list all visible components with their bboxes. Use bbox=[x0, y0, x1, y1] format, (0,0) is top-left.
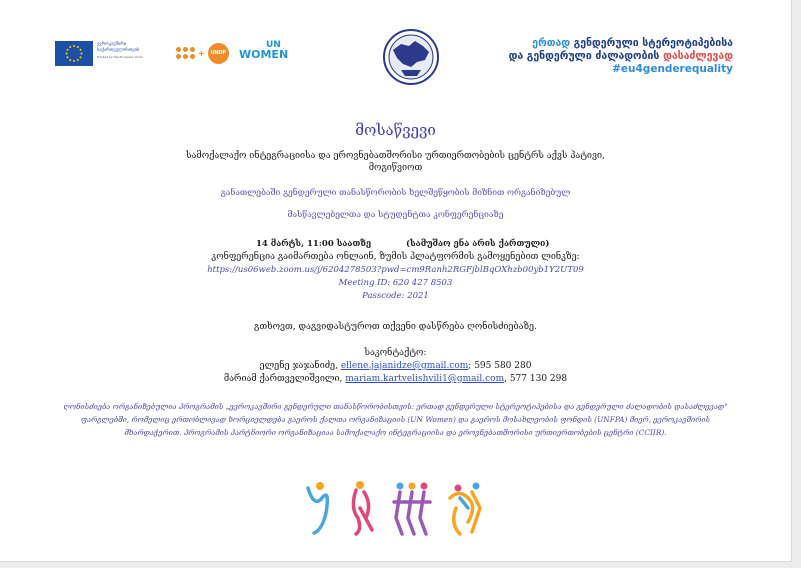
page-title: მოსაწვევი bbox=[355, 121, 436, 139]
eu-logo-line2: საქართველოსთვის bbox=[97, 48, 140, 53]
contact-1-name: ელენე ჯაჯანიძე, bbox=[259, 361, 341, 371]
intro-line1: სამოქალაქო ინტეგრაციისა და ეროვნებათშორისი ურთიერთობების ცენტრს აქვს პატივი, bbox=[186, 151, 605, 161]
tagline-highlight-together: ერთად bbox=[532, 37, 571, 49]
meeting-id: Meeting ID: 620 427 8503 bbox=[338, 278, 453, 288]
contact-2 bbox=[0, 373, 791, 385]
topic-line2: მასწავლებელთა და სტუდენტთა კონფერენციაზე bbox=[287, 210, 504, 220]
intro-line2: მოგიწვიოთ bbox=[368, 163, 423, 173]
unwomen-women: WOMEN bbox=[239, 48, 289, 61]
eu-logo-line1: ევროკავშირი bbox=[97, 42, 127, 47]
hashtag: #eu4genderequality bbox=[612, 63, 733, 75]
date-time bbox=[256, 238, 371, 250]
tagline-line1-text: გენდერული სტერეოტიპებისა bbox=[570, 37, 733, 49]
intro-text bbox=[0, 150, 791, 174]
tagline-line2 bbox=[505, 50, 733, 63]
contact-2-name: მარიამ ქართველიშვილი, bbox=[223, 374, 346, 384]
topic-line1: განათლებაში გენდერული თანასწორობის ხელშეწყობის მიზნით ორგანიზებულ bbox=[220, 188, 571, 198]
language-note-text: (სამუშაო ენა არის ქართული) bbox=[406, 239, 550, 249]
gender-equality-figures-icon bbox=[300, 478, 500, 542]
unfpa-dots-icon bbox=[176, 47, 195, 59]
plus-icon: + bbox=[198, 48, 205, 58]
contacts-label: საკონტაქტო: bbox=[364, 348, 427, 358]
tagline-line2-text: და გენდერული ძალადობის bbox=[508, 50, 664, 62]
unwomen-logo bbox=[239, 41, 288, 59]
eu-logo-subtext: Funded by the European Union bbox=[97, 55, 144, 59]
online-note: კონფერენცია გაიმართება ონლაინ, ზუმის პლატფორმის გამოყენებით ლინკზე: bbox=[211, 252, 580, 262]
rsvp-text: გთხოვთ, დაგვიდასტუროთ თქვენი დასწრება ღონისძიებაზე. bbox=[254, 322, 537, 332]
unwomen-un: UN bbox=[266, 40, 281, 50]
eu-logo-text bbox=[97, 42, 157, 60]
date-time-text: 14 მარტს, 11:00 საათზე bbox=[256, 239, 372, 249]
program-tagline bbox=[505, 37, 733, 76]
contact-2-email-link[interactable]: mariam.kartvelishvili1@gmail.com bbox=[345, 374, 505, 384]
undp-circle-logo: UNDP bbox=[208, 43, 229, 64]
contact-1-email-link[interactable]: ellene.jajanidze@gmail.com bbox=[340, 361, 469, 371]
contact-2-phone: , 577 130 298 bbox=[504, 374, 568, 384]
tagline-line1 bbox=[505, 37, 733, 50]
tagline-highlight-overcome: დასაძლევად bbox=[663, 50, 733, 62]
contact-1-phone: ; 595 580 280 bbox=[468, 361, 532, 371]
ccir-emblem-icon bbox=[381, 26, 441, 92]
passcode: Passcode: 2021 bbox=[362, 291, 429, 301]
language-note bbox=[406, 238, 549, 250]
undp-logo bbox=[176, 41, 229, 65]
contact-1 bbox=[0, 360, 791, 372]
eu-flag-icon bbox=[55, 41, 93, 66]
zoom-link[interactable]: https://us06web.zoom.us/j/6204278503?pwd=cm9Ranh2RGFjblBqOXhzb00yb1Y2UT09 bbox=[207, 265, 584, 275]
footer-note: ღონისძიება ორგანიზებულია პროგრამის „ევროკავშირი გენდერული თანასწორობისთვის: ერთად გენდერული სტერეოტიპებისა და გენდერული ძალადობის დასაძლევად" ფარგლებში, რომელიც ერთობლივად ხორციელდება გაეროს ქალთა ორგანიზაციის (UN Women) და გაეროს მოსახლეობის ფონდის (UNFPA) მიერ, ევროკავშირის მხარდაჭერით. პროგრამის პარტნიორი ორგანიზაციაა სამოქალაქო ინტეგრაციისა და ეროვნებათშორისი ურთიერთობების ცენტრი (CCIIR). bbox=[63, 402, 728, 437]
